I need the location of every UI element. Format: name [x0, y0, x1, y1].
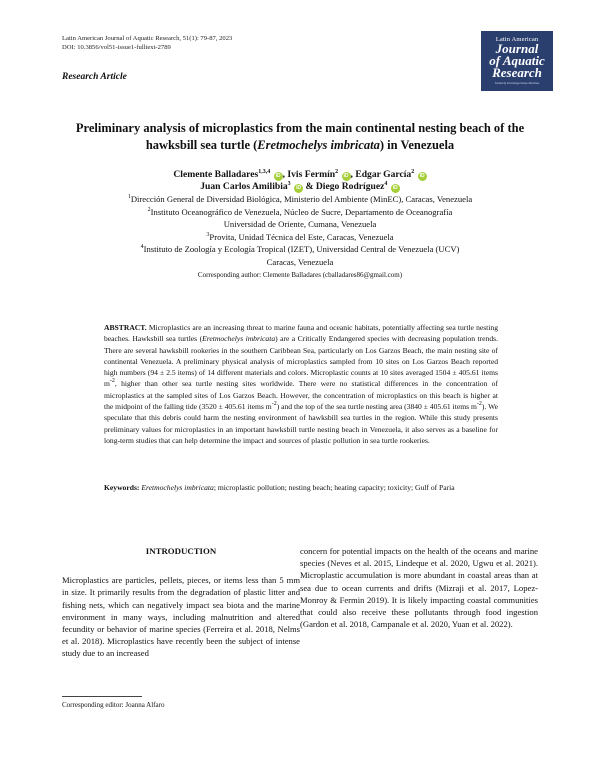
- article-type: Research Article: [62, 72, 127, 82]
- keywords: [104, 482, 498, 493]
- journal-citation: [62, 34, 232, 52]
- abstract-label: ABSTRACT.: [104, 323, 147, 332]
- affiliation-2: [62, 206, 538, 219]
- affiliation-text: Instituto de Zoología y Ecología Tropical (IZET), Universidad Central de Venezuela (UCV): [143, 244, 460, 254]
- author-affiliation-sup: 3: [287, 181, 291, 187]
- abstract-sup: -2: [109, 378, 115, 385]
- logo-bottom-text: formerly Investigaciones Marinas: [494, 81, 540, 85]
- author-separator: &: [303, 181, 316, 192]
- affiliation-sup: 4: [140, 244, 144, 250]
- affiliation-text: Caracas, Venezuela: [266, 256, 334, 267]
- author-separator: ,: [350, 169, 356, 180]
- affiliation-4: [62, 243, 538, 256]
- affiliation-text: Dirección General de Diversidad Biológica, Ministerio del Ambiente (MinEC), Caracas, Venezuela: [130, 194, 473, 204]
- affiliation-2-cont: [62, 218, 538, 231]
- author-name: Edgar García: [355, 169, 412, 180]
- affiliation-text: Universidad de Oriente, Cumana, Venezuela: [223, 219, 377, 229]
- section-heading-introduction: INTRODUCTION: [145, 546, 217, 556]
- author-1: [173, 169, 282, 180]
- citation-line: Latin American Journal of Aquatic Research, 51(1): 79-87, 2023: [62, 35, 233, 42]
- author-2: [287, 169, 350, 180]
- affiliation-1: [62, 193, 538, 206]
- author-5: [316, 181, 400, 192]
- abstract-text: ) are a Critically Endangered species with decreasing population trends. There are several hawksbill rookeries in the southern Caribbean Sea, particularly on Los Garzos Beach, the main nesting site of continental Venezuela. A preliminary physical analysis of microplastics sampled from 10 sites on Los Garzos Beach reported high numbers (94 ± 2.5 items) of 14 different materials and colors. Microplastic counts at 10 sites averaged 1504 ± 405.61 items m: [104, 334, 498, 389]
- affiliation-sup: 2: [147, 206, 151, 213]
- column-left: [62, 545, 300, 660]
- abstract: [104, 322, 498, 446]
- logo-line-3: Research: [492, 65, 542, 80]
- orcid-icon[interactable]: iD: [392, 185, 398, 191]
- keywords-label: Keywords:: [104, 483, 140, 492]
- author-affiliation-sup: 2: [335, 169, 339, 175]
- corresponding-author: Corresponding author: Clemente Balladares (cballadares86@gmail.com): [197, 271, 403, 279]
- orcid-icon[interactable]: iD: [275, 173, 281, 179]
- intro-paragraph-right: concern for potential impacts on the health of the oceans and marine species (Neves et al. 2015, Lindeque et al. 2020, Ugwu et al. 2021). Microplastic accumulation is more abundant in coastal areas than at sea due to ocean currents and drifts (Mizraji et al. 2017, Lopez-Monroy & Fermin 2019). It is likely impacting coastal communities that could also receive these pollutants through food ingestion (Gardon et al. 2018, Campanale et al. 2020, Yuan et al. 2022).: [300, 546, 538, 630]
- title-part-1: Preliminary analysis of microplastics from the main continental nesting beach of the hawksbill sea turtle (: [75, 121, 525, 152]
- abstract-sup: -2: [476, 401, 482, 408]
- author-4: [200, 181, 303, 192]
- doi-line: DOI: 10.3856/vol51-issue1-fulltext-2789: [62, 44, 171, 51]
- author-affiliation-sup: 1,3,4: [258, 169, 271, 175]
- intro-paragraph-left: Microplastics are particles, pellets, pieces, or items less than 5 mm in size. It primarily results from the degradation of plastic litter and fishing nets, which can negatively impact sea biota and the marine environment in many ways, including malnutrition and altered fecundity or behavior of marine species (Ferreira et al. 2018, Nelms et al. 2018). Microplastics have recently been the subject of intense study due to an increased: [62, 575, 300, 659]
- footnote-divider: [62, 696, 142, 697]
- keywords-text: ; microplastic pollution; nesting beach; heating capacity; toxicity; Gulf of Paria: [213, 483, 455, 492]
- title-species: Eretmochelys imbricata: [257, 138, 380, 152]
- authors-block: [62, 169, 538, 281]
- author-name: Ivis Fermín: [287, 169, 336, 180]
- abstract-text: ). We speculate that this debris could harm the nesting environment of hawksbill sea turtles in the region. While this study presents preliminary values for microplastics in an important hawksbill turtle nesting beach in Venezuela, it also serves as a baseline for long-term studies that can help determine the impact and sources of plastic pollution in sea turtle rookeries.: [104, 402, 499, 445]
- journal-logo: [481, 31, 553, 91]
- abstract-species: Eretmochelys imbricata: [202, 334, 276, 344]
- authors-line-1: [62, 169, 538, 181]
- title-part-2: ) in Venezuela: [379, 138, 455, 152]
- column-right: [300, 545, 538, 630]
- affiliation-sup: 3: [206, 231, 210, 238]
- affiliation-sup: 1: [127, 194, 131, 200]
- paper-title: [62, 120, 538, 154]
- affiliation-text: Instituto Oceanográfico de Venezuela, Núcleo de Sucre, Departamento de Oceanografía: [150, 206, 453, 217]
- author-name: Juan Carlos Amilibia: [200, 181, 288, 192]
- logo-line-2: of Aquatic: [489, 53, 545, 68]
- affiliation-4-cont: [62, 256, 538, 269]
- affiliation-3: [62, 231, 538, 244]
- footnote-editor: Corresponding editor: Joanna Alfaro: [62, 701, 165, 709]
- author-affiliation-sup: 2: [411, 169, 415, 175]
- author-affiliation-sup: 4: [384, 181, 388, 187]
- abstract-text: ) and the top of the sea turtle nesting area (3840 ± 405.61 items m: [276, 402, 477, 412]
- author-name: Diego Rodríguez: [315, 181, 385, 192]
- keywords-species: Eretmochelys imbricata: [141, 483, 214, 492]
- logo-line-1: Journal: [495, 41, 539, 56]
- abstract-text: , higher than other sea turtle nesting sites worldwide. There were no statistical differences in the concentration of microplastics at the sampled sites of Los Garzos Beach. However, the concentration of microplastics on this beach is higher at the midpoint of the falling tide (3520 ± 405.61 items m: [104, 379, 498, 412]
- author-3: [355, 169, 426, 180]
- author-separator: ,: [282, 169, 288, 180]
- orcid-icon[interactable]: iD: [296, 185, 302, 191]
- logo-top-text: Latin American: [495, 36, 539, 43]
- author-name: Clemente Balladares: [173, 169, 259, 180]
- orcid-icon[interactable]: iD: [419, 173, 425, 179]
- affiliation-text: Provita, Unidad Técnica del Este, Caracas, Venezuela: [209, 231, 394, 242]
- authors-line-2: [62, 181, 538, 193]
- abstract-sup: -2: [271, 401, 277, 408]
- abstract-text: Microplastics are an increasing threat to marine fauna and oceanic habitats, potentially affecting sea turtle nesting beaches. Hawksbill sea turtles (: [104, 323, 498, 344]
- orcid-icon[interactable]: iD: [343, 173, 349, 179]
